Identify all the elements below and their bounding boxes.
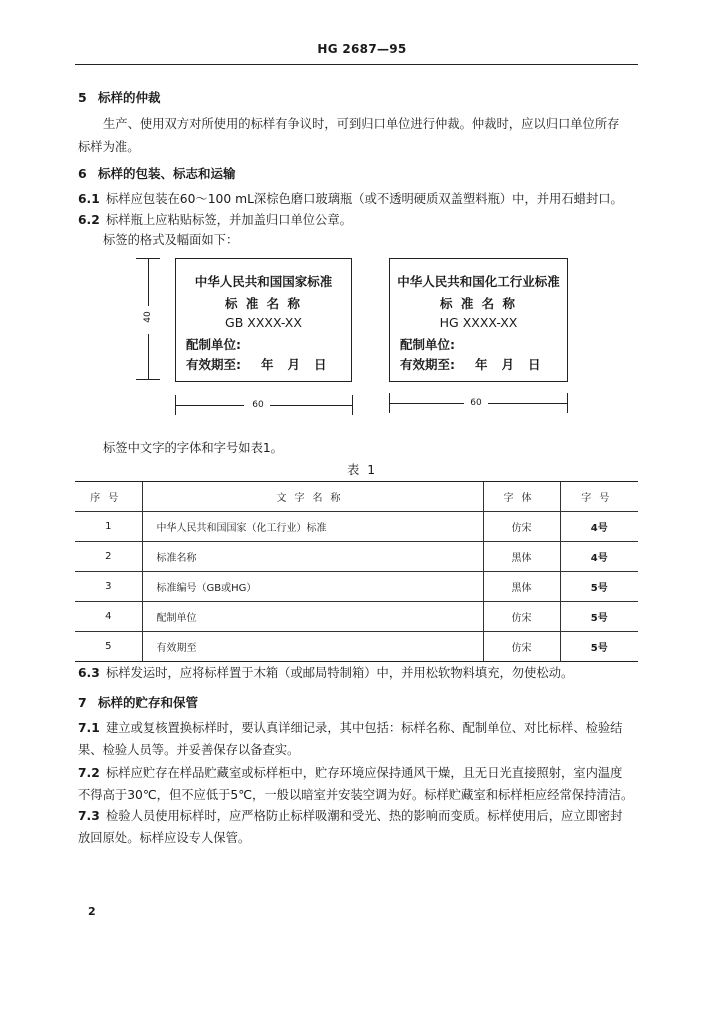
height-dim-value: 40 [143,311,153,323]
label-right-month: 月 [501,357,515,372]
width-dim-left-line-a [176,405,244,406]
table-cell-name: 中华人民共和国国家（化工行业）标准 [142,512,483,542]
clause-7-2-number: 7.2 [78,766,100,780]
section-5-text-line1: 生产、使用双方对所使用的标样有争议时，可到归口单位进行仲裁。仲裁时，应以归口单位所存 [103,117,620,131]
table-cell-font: 仿宋 [483,602,560,632]
table-cell-name: 有效期至 [142,632,483,662]
height-dim-line-lower [148,334,149,379]
clause-7-2-line2: 不得高于30℃，但不应低于5℃，一般以暗室并安装空调为好。标样贮藏室和标样柜应经常保持清洁。 [78,788,634,802]
label-right-line2: 标 准 名 称 [439,296,518,311]
label-left-year: 年 [261,357,274,372]
document-code: HG 2687—95 [317,42,407,56]
label-left-line3: GB XXXX-XX [225,315,302,330]
width-dim-right-value: 60 [470,398,482,408]
clause-7-2-text: 标样应贮存在样品贮藏室或标样柜中，贮存环境应保持通风干燥，且无日光直接照射，室内温度 [106,766,623,780]
clause-7-3-line2: 放回原处。标样应设专人保管。 [78,831,251,845]
label-left-month: 月 [287,357,301,372]
clause-6-1-number: 6.1 [78,192,100,206]
clause-6-3-text: 标样发运时，应将标样置于木箱（或邮局特制箱）中，并用松软物料填充，勿使松动。 [106,666,574,680]
table-cell-font: 仿宋 [483,512,560,542]
table-cell-no: 1 [75,512,142,542]
table-cell-name: 标准编号（GB或HG） [142,572,483,602]
table-cell-size: 5号 [560,572,638,602]
width-dim-left-end-tick [352,395,353,415]
label-right-line4: 配制单位: [400,337,455,352]
clause-6-2-text: 标样瓶上应粘贴标签，并加盖归口单位公章。 [106,213,352,227]
table-cell-no: 2 [75,542,142,572]
table-cell-no: 3 [75,572,142,602]
table-cell-no: 4 [75,602,142,632]
table-cell-size: 5号 [560,602,638,632]
table-intro: 标签中文字的字体和字号如表1。 [103,441,283,455]
clause-7-2-line1 [78,762,622,785]
table-header-size: 字号 [560,482,638,512]
label-right-line3: HG XXXX-XX [439,315,518,330]
clause-7-3-text: 检验人员使用标样时，应严格防止标样吸潮和受光、热的影响而变质。标样使用后，应立即密封 [106,809,623,823]
section-5-number: 5 [78,90,87,105]
label-sample-industry [389,258,568,382]
table-header-no: 序号 [75,482,142,512]
table-row [75,512,638,542]
clause-7-1-line1 [78,717,622,740]
label-sample-national [175,258,352,382]
label-left-line2: 标 准 名 称 [224,296,303,311]
clause-6-2-number: 6.2 [78,213,100,227]
table-cell-font: 仿宋 [483,632,560,662]
section-5-text-line2: 标样为准。 [78,140,140,154]
font-spec-table [75,481,638,662]
clause-6-2-subtext: 标签的格式及幅面如下： [103,233,239,247]
section-5-heading [78,88,161,106]
width-dim-left-value: 60 [252,400,264,410]
width-dim-right-end-tick [567,393,568,413]
section-6-number: 6 [78,166,87,181]
table-cell-name: 配制单位 [142,602,483,632]
label-left-line4: 配制单位: [186,337,241,352]
header-rule [75,64,638,65]
label-left-line5 [186,355,327,373]
height-dim-bottom-tick [136,379,160,380]
table-cell-no: 5 [75,632,142,662]
table-cell-font: 黑体 [483,572,560,602]
section-5-title: 标样的仲裁 [98,90,161,105]
width-dim-right-line-a [390,403,464,404]
clause-6-1 [78,188,623,211]
table-row [75,632,638,662]
label-right-line1: 中华人民共和国化工行业标准 [397,274,560,289]
table-header-row [75,482,638,512]
label-left-expiry: 有效期至: [186,357,241,372]
table-cell-name: 标准名称 [142,542,483,572]
section-7-title: 标样的贮存和保管 [98,695,199,710]
label-right-day: 日 [528,357,541,372]
clause-7-1-line2: 果、检验人员等。并妥善保存以备查实。 [78,743,300,757]
table-cell-size: 4号 [560,542,638,572]
width-dim-right-line-b [488,403,567,404]
clause-7-1-text: 建立或复核置换标样时，要认真详细记录，其中包括：标样名称、配制单位、对比标样、检验结 [106,721,623,735]
clause-6-3-number: 6.3 [78,666,100,680]
table-caption: 表 1 [346,463,378,477]
table-cell-size: 4号 [560,512,638,542]
clause-7-3-line1 [78,805,622,828]
section-6-heading [78,164,236,182]
width-dim-left-line-b [270,405,352,406]
clause-6-3 [78,662,573,685]
table-header-name: 文字名称 [142,482,483,512]
table-row [75,602,638,632]
table-cell-font: 黑体 [483,542,560,572]
page-number: 2 [88,905,96,918]
table-row [75,542,638,572]
label-left-day: 日 [314,357,327,372]
section-7-number: 7 [78,695,87,710]
table-cell-size: 5号 [560,632,638,662]
label-right-year: 年 [475,357,488,372]
label-right-line5 [400,355,541,373]
label-left-line1: 中华人民共和国国家标准 [194,274,333,289]
height-dim-line-upper [148,259,149,306]
table-row [75,572,638,602]
section-7-heading [78,693,198,711]
section-6-title: 标样的包装、标志和运输 [98,166,236,181]
table-header-font: 字体 [483,482,560,512]
clause-6-1-text: 标样应包装在60～100 mL深棕色磨口玻璃瓶（或不透明硬质双盖塑料瓶）中，并用石蜡封口。 [106,192,623,206]
clause-7-1-number: 7.1 [78,721,100,735]
clause-7-3-number: 7.3 [78,809,100,823]
label-right-expiry: 有效期至: [400,357,455,372]
